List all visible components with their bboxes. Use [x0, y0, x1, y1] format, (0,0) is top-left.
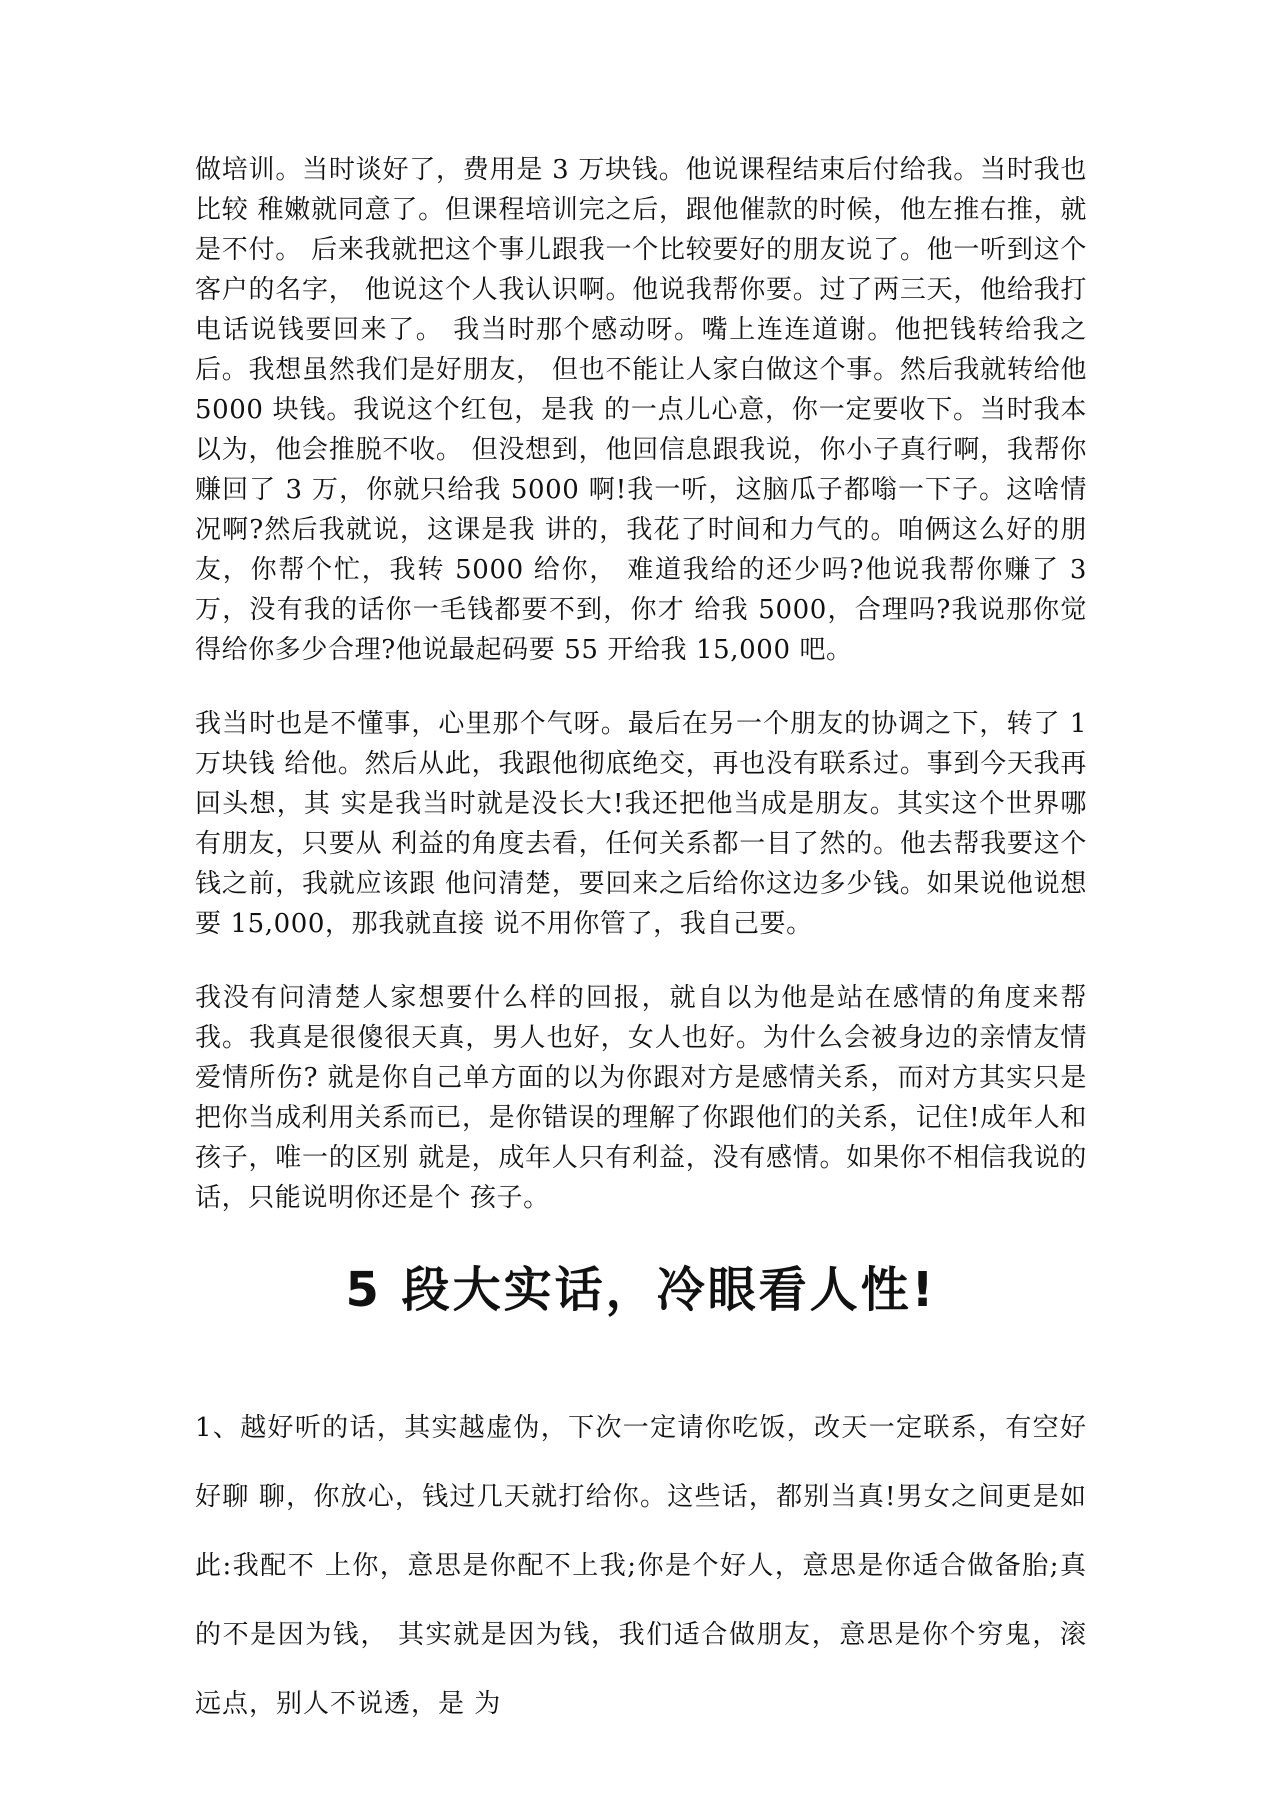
list-item-1: 1、越好听的话，其实越虚伪，下次一定请你吃饭，改天一定联系，有空好好聊 聊，你放心，钱过几天就打给你。这些话，都别当真!男女之间更是如此:我配不 上你，意思是你配不上我;你是个好人，意思是你适合做备胎;真的不是因为钱， 其实就是因为钱，我们适合做朋友，意思是你个穷鬼，滚远点，别人不说透，是 为 — [195, 1413, 1087, 1719]
document-body — [195, 150, 1087, 1765]
section-heading: 5 段大实话，冷眼看人性! — [345, 1262, 937, 1318]
story-paragraph-1: 做培训。当时谈好了，费用是 3 万块钱。他说课程结束后付给我。当时我也比较 稚嫩就同意了。但课程培训完之后，跟他催款的时候，他左推右推，就是不付。 后来我就把这个事儿跟我一个比较要好的朋友说了。他一听到这个客户的名字， 他说这个人我认识啊。他说我帮你要。过了两三天，他给我打电话说钱要回来了。 我当时那个感动呀。嘴上连连道谢。他把钱转给我之后。我想虽然我们是好朋友， 但也不能让人家白做这个事。然后我就转给他 5000 块钱。我说这个红包，是我 的一点儿心意，你一定要收下。当时我本以为，他会推脱不收。 但没想到，他回信息跟我说，你小子真行啊，我帮你赚回了 3 万，你就只给我 5000 啊!我一听，这脑瓜子都嗡一下子。这啥情况啊?然后我就说，这课是我 讲的，我花了时间和力气的。咱俩这么好的朋友，你帮个忙，我转 5000 给你， 难道我给的还少吗?他说我帮你赚了 3 万，没有我的话你一毛钱都要不到，你才 给我 5000，合理吗?我说那你觉得给你多少合理?他说最起码要 55 开给我 15,000 吧。 — [195, 155, 1087, 665]
story-paragraph-3: 我没有问清楚人家想要什么样的回报，就自以为他是站在感情的角度来帮我。我真是很傻很天真，男人也好，女人也好。为什么会被身边的亲情友情爱情所伤? 就是你自己单方面的以为你跟对方是感情关系，而对方其实只是把你当成利用关系而已，是你错误的理解了你跟他们的关系，记住!成年人和孩子，唯一的区别 就是，成年人只有利益，没有感情。如果你不相信我说的话，只能说明你还是个 孩子。 — [195, 983, 1087, 1213]
story-paragraph-2: 我当时也是不懂事，心里那个气呀。最后在另一个朋友的协调之下，转了 1 万块钱 给他。然后从此，我跟他彻底绝交，再也没有联系过。事到今天我再回头想，其 实是我当时就是没长大!我还把他当成是朋友。其实这个世界哪有朋友，只要从 利益的角度去看，任何关系都一目了然的。他去帮我要这个钱之前，我就应该跟 他问清楚，要回来之后给你这边多少钱。如果说他说想要 15,000，那我就直接 说不用你管了，我自己要。 — [195, 709, 1087, 939]
